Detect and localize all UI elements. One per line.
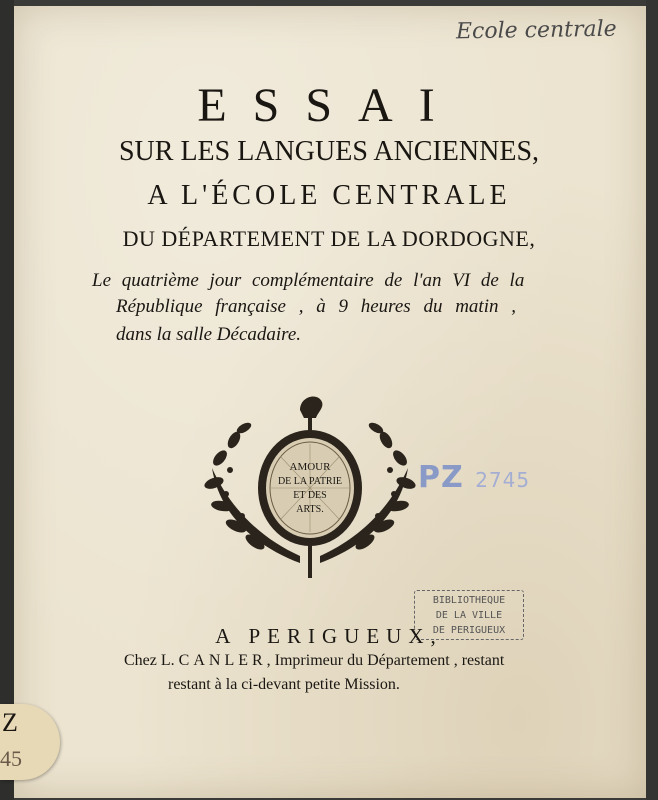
handwritten-note: Ecole centrale xyxy=(455,16,617,45)
title-line-1: SUR LES LANGUES ANCIENNES, xyxy=(118,136,540,167)
shelf-label-line-2: 45 xyxy=(0,746,22,771)
vignette-emblem xyxy=(200,388,420,578)
title-line-3: DU DÉPARTEMENT DE LA DORDOGNE, xyxy=(122,226,536,251)
call-number-stamp xyxy=(418,460,530,495)
vignette-line-2: DE LA PATRIE xyxy=(277,476,343,487)
library-stamp-line-2: DE LA VILLE xyxy=(435,610,503,621)
vignette-line-3: ET DES xyxy=(293,490,327,501)
library-stamp-line-3: DE PERIGUEUX xyxy=(432,625,506,636)
liberty-cap-icon xyxy=(300,396,322,418)
vignette-line-1: AMOUR xyxy=(289,461,331,473)
imprint-city: A PERIGUEUX, xyxy=(215,624,443,648)
imprint-line-2-pre: Chez L. xyxy=(124,652,175,669)
subtitle-line-3: dans la salle Décadaire. xyxy=(116,324,302,345)
shelf-label-line-1: Z xyxy=(2,708,18,737)
subtitle-line-2: République française , à 9 heures du matin , xyxy=(116,296,516,317)
subtitle-line-1: Le quatrième jour complémentaire de l'an VI de la xyxy=(92,270,525,291)
library-stamp-line-1: BIBLIOTHEQUE xyxy=(432,595,506,606)
call-number-prefix: PZ xyxy=(418,460,464,495)
imprint-line-3: restant à la ci-devant petite Mission. xyxy=(168,676,400,693)
printer-name: CANLER xyxy=(178,652,267,669)
imprint-line-2-post: , Imprimeur du Département , restant xyxy=(266,652,505,669)
vignette-line-4: ARTS. xyxy=(296,504,324,515)
title-line-2: A L'ÉCOLE CENTRALE xyxy=(147,180,511,211)
title-main: ESSAI xyxy=(197,79,461,132)
imprint-line-2 xyxy=(124,652,504,670)
call-number-value: 2745 xyxy=(475,468,531,492)
